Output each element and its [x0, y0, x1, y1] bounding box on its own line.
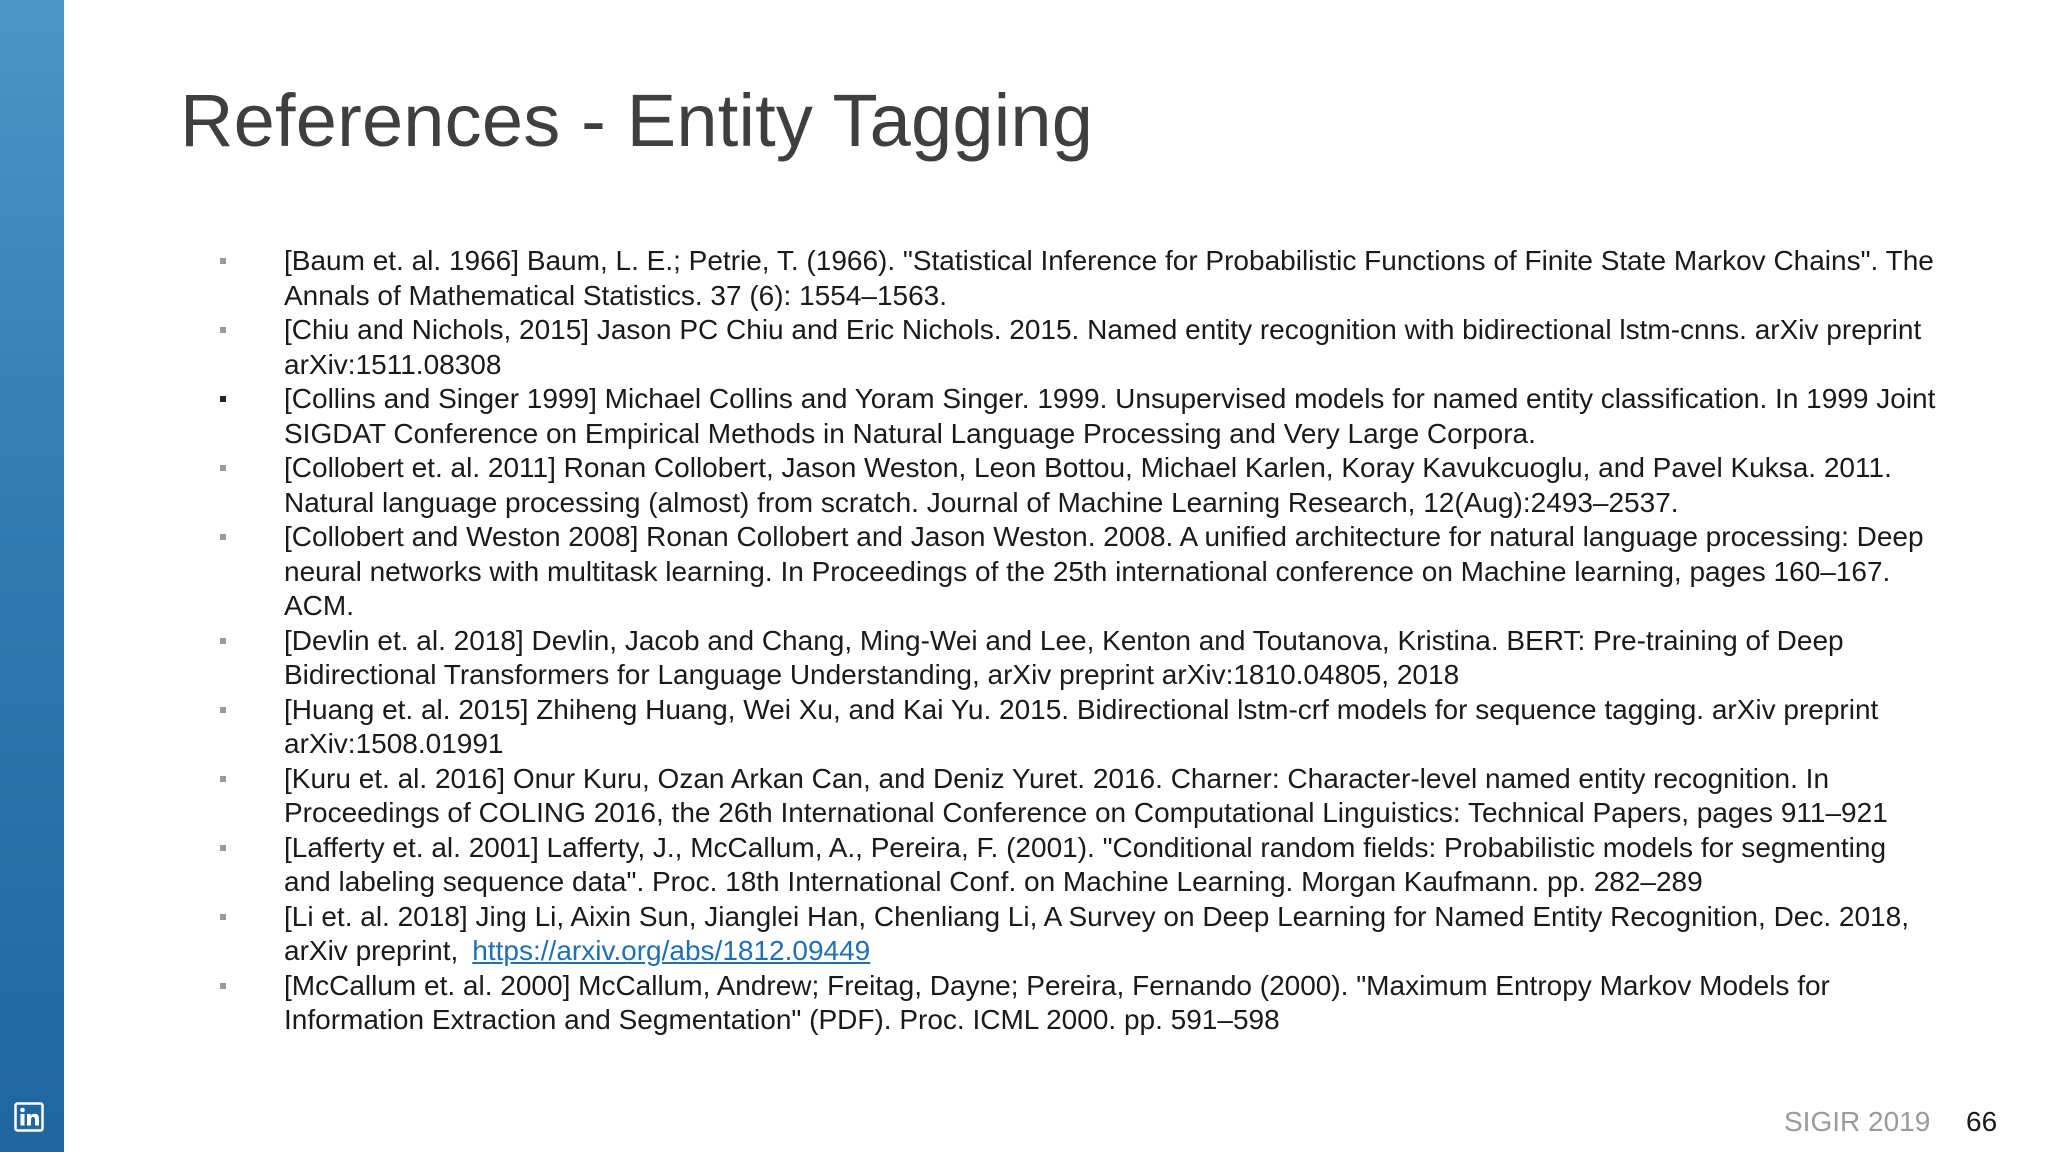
- arxiv-link[interactable]: https://arxiv.org/abs/1812.09449: [472, 935, 871, 966]
- reference-text: [Collobert et. al. 2011] Ronan Collobert, Jason Weston, Leon Bottou, Michael Karlen, Koray Kavukcuoglu, and Pavel Kuksa. 2011. Natural language processing (almost) from scratch. Journal of Machine Learning Research, 12(Aug):2493–2537.: [284, 452, 1892, 518]
- slide-title: References - Entity Tagging: [180, 79, 1094, 162]
- bullet-icon: [220, 396, 226, 402]
- reference-item: [220, 520, 1940, 624]
- reference-text: [Devlin et. al. 2018] Devlin, Jacob and Chang, Ming-Wei and Lee, Kenton and Toutanova, Kristina. BERT: Pre-training of Deep Bidirectional Transformers for Language Understanding, arXiv preprint arXiv:1810.04805, 2018: [284, 624, 1844, 690]
- bullet-icon: [220, 707, 226, 713]
- reference-text: [Li et. al. 2018] Jing Li, Aixin Sun, Jianglei Han, Chenliang Li, A Survey on Deep Learning for Named Entity Recognition, Dec. 2018, arXiv preprint,: [284, 900, 1909, 966]
- bullet-icon: [220, 845, 226, 851]
- reference-item: [220, 969, 1940, 1038]
- reference-text: [Chiu and Nichols, 2015] Jason PC Chiu and Eric Nichols. 2015. Named entity recognition with bidirectional lstm-cnns. arXiv preprint arXiv:1511.08308: [284, 314, 1922, 380]
- page-number: 66: [1966, 1106, 1998, 1137]
- reference-text: [Collins and Singer 1999] Michael Collins and Yoram Singer. 1999. Unsupervised models for named entity classification. In 1999 Joint SIGDAT Conference on Empirical Methods in Natural Language Processing and Very Large Corpora.: [284, 383, 1936, 449]
- reference-text: [McCallum et. al. 2000] McCallum, Andrew; Freitag, Dayne; Pereira, Fernando (2000). "Maximum Entropy Markov Models for Information Extraction and Segmentation" (PDF). Proc. ICML 2000. pp. 591–598: [284, 969, 1830, 1035]
- reference-item: [220, 831, 1940, 900]
- reference-text: [Kuru et. al. 2016] Onur Kuru, Ozan Arkan Can, and Deniz Yuret. 2016. Charner: Character-level named entity recognition. In Proceedings of COLING 2016, the 26th International Conference on Computational Linguistics: Technical Papers, pages 911–921: [284, 762, 1888, 828]
- bullet-icon: [220, 776, 226, 782]
- reference-item: [220, 244, 1940, 313]
- reference-item: [220, 693, 1940, 762]
- reference-item: [220, 313, 1940, 382]
- reference-item: [220, 900, 1940, 969]
- footer-conference: SIGIR 2019: [1784, 1106, 1931, 1137]
- linkedin-icon: [14, 1102, 44, 1132]
- reference-text: [Lafferty et. al. 2001] Lafferty, J., McCallum, A., Pereira, F. (2001). "Conditional random fields: Probabilistic models for segmenting and labeling sequence data". Proc. 18th International Conf. on Machine Learning. Morgan Kaufmann. pp. 282–289: [284, 831, 1887, 897]
- bullet-icon: [220, 534, 226, 540]
- side-accent-bar: [0, 0, 64, 1152]
- bullet-icon: [220, 914, 226, 920]
- bullet-icon: [220, 983, 226, 989]
- reference-item: [220, 624, 1940, 693]
- reference-text: [Baum et. al. 1966] Baum, L. E.; Petrie, T. (1966). "Statistical Inference for Probabilistic Functions of Finite State Markov Chains". The Annals of Mathematical Statistics. 37 (6): 1554–1563.: [284, 245, 1934, 311]
- reference-item: [220, 382, 1940, 451]
- reference-text: [Huang et. al. 2015] Zhiheng Huang, Wei Xu, and Kai Yu. 2015. Bidirectional lstm-crf models for sequence tagging. arXiv preprint arXiv:1508.01991: [284, 693, 1879, 759]
- reference-item: [220, 451, 1940, 520]
- bullet-icon: [220, 465, 226, 471]
- bullet-icon: [220, 638, 226, 644]
- reference-item: [220, 762, 1940, 831]
- bullet-icon: [220, 327, 226, 333]
- reference-list: [220, 244, 1940, 1038]
- bullet-icon: [220, 258, 226, 264]
- reference-text: [Collobert and Weston 2008] Ronan Collobert and Jason Weston. 2008. A unified architecture for natural language processing: Deep neural networks with multitask learning. In Proceedings of the 25th international conference on Machine learning, pages 160–167. ACM.: [284, 521, 1924, 621]
